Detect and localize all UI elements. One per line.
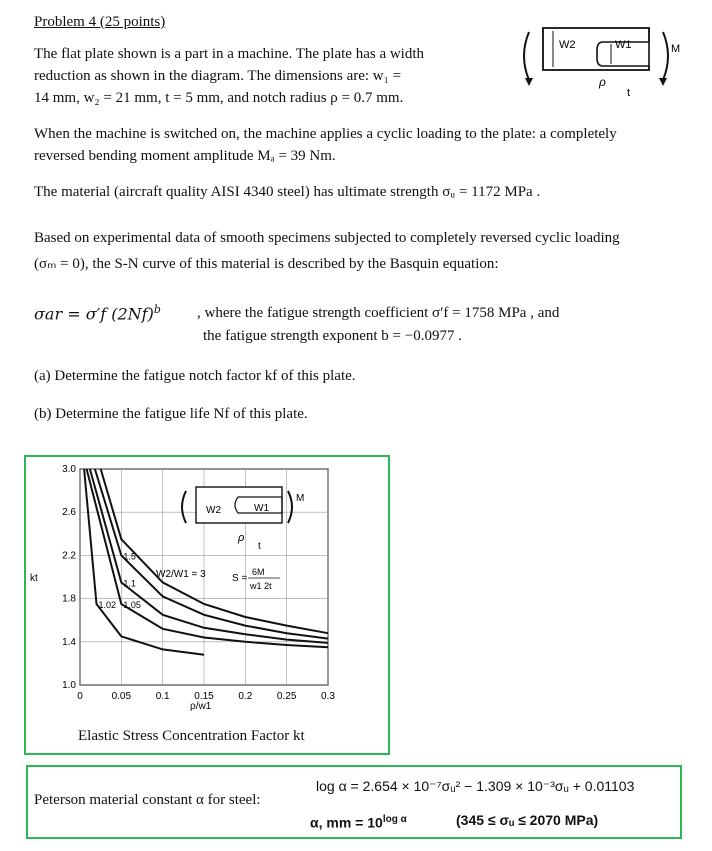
- paragraph-1-line-2: reduction as shown in the diagram. The dimensions are: w₁ =: [34, 68, 402, 84]
- inset-rho-label: ρ: [238, 532, 245, 544]
- plate-diagram: [515, 22, 685, 104]
- paragraph-2-line-1: When the machine is switched on, the machine applies a cyclic loading to the plate: a completely: [34, 126, 617, 142]
- inset-w1-label: W1: [254, 503, 269, 514]
- problem-title: Problem 4 (25 points): [34, 14, 166, 30]
- inset-w2-label: W2: [206, 505, 221, 516]
- moment-label: M: [671, 43, 681, 55]
- x-tick-label: 0.1: [155, 691, 170, 702]
- inset-moment-label: M: [296, 493, 305, 504]
- peterson-eq-2: [310, 810, 407, 833]
- stress-denominator: w1 2t: [250, 581, 272, 591]
- x-tick-label: 0: [77, 691, 83, 702]
- stress-numerator: 6M: [252, 567, 265, 577]
- paragraph-1-line-3: 14 mm, w₂ = 21 mm, t = 5 mm, and notch radius ρ = 0.7 mm.: [34, 90, 404, 106]
- w1-label: W1: [615, 39, 632, 51]
- y-tick-label: 2.2: [62, 550, 76, 562]
- y-tick-label: 1.4: [62, 636, 76, 648]
- x-tick-label: 0.05: [111, 691, 132, 702]
- kt-chart: [26, 457, 386, 717]
- chart-caption: Elastic Stress Concentration Factor kt: [78, 728, 305, 744]
- basquin-exponent: b: [153, 303, 161, 316]
- peterson-label: Peterson material constant α for steel:: [34, 792, 261, 808]
- w2-label: W2: [559, 39, 576, 51]
- t-label: t: [627, 87, 631, 99]
- y-tick-label: 1.8: [62, 593, 76, 605]
- basquin-equation: [34, 303, 161, 323]
- chart-inset-diagram: [182, 487, 304, 552]
- x-tick-label: 0.2: [238, 691, 253, 702]
- inset-moment-right: [288, 491, 292, 523]
- series-label-4: 1.02: [98, 600, 117, 610]
- where-line-2: the fatigue strength exponent b = −0.0977 .: [203, 328, 462, 344]
- paragraph-4-line-1: Based on experimental data of smooth specimens subjected to completely reversed cyclic loading: [34, 230, 620, 246]
- basquin-main: σar = σ′f (2Nf): [34, 304, 154, 324]
- series-label-2: 1.1: [123, 578, 136, 589]
- where-line-1: , where the fatigue strength coefficient σ′f = 1758 MPa , and: [197, 305, 560, 321]
- y-tick-label: 1.0: [62, 680, 76, 691]
- inset-t-label: t: [258, 541, 261, 552]
- peterson-eq-2-exp: log α: [382, 814, 407, 825]
- moment-arrowhead-right: [659, 78, 667, 86]
- paragraph-1-line-1: The flat plate shown is a part in a machine. The plate has a width: [34, 46, 425, 62]
- rho-label: ρ: [599, 75, 606, 89]
- y-tick-label: 2.6: [62, 507, 76, 519]
- series-label-3: 1.05: [123, 600, 141, 610]
- ratio-annotation: W2/W1 = 3: [156, 569, 206, 580]
- paragraph-4-line-2: (σₘ = 0), the S-N curve of this material is described by the Basquin equation:: [34, 256, 499, 272]
- y-axis-label: kt: [30, 573, 38, 584]
- moment-arrow-left: [524, 32, 529, 80]
- paragraph-3: The material (aircraft quality AISI 4340 steel) has ultimate strength σᵤ = 1172 MPa .: [34, 184, 541, 200]
- paragraph-2-line-2: reversed bending moment amplitude Mₐ = 39 Nm.: [34, 148, 336, 164]
- stress-eq-label: S =: [232, 573, 248, 584]
- moment-arrowhead-left: [525, 78, 533, 86]
- x-tick-label: 0.3: [321, 691, 335, 702]
- question-a: (a) Determine the fatigue notch factor kf of this plate.: [34, 368, 356, 384]
- peterson-range: (345 ≤ σᵤ ≤ 2070 MPa): [456, 812, 599, 828]
- inset-moment-left: [182, 491, 186, 523]
- peterson-eq-1: log α = 2.654 × 10⁻⁷σᵤ² − 1.309 × 10⁻³σᵤ + 0.01103: [316, 778, 635, 794]
- y-tick-label: 3.0: [62, 464, 76, 475]
- x-tick-label: 0.15: [194, 691, 214, 702]
- peterson-eq-2-base: α, mm = 10: [310, 814, 383, 831]
- x-tick-label: 0.25: [276, 691, 297, 702]
- moment-arrow-right: [663, 32, 668, 80]
- x-axis-label: ρ/w1: [190, 701, 212, 712]
- series-label-1: 1.5: [123, 551, 136, 562]
- question-b: (b) Determine the fatigue life Nf of this plate.: [34, 406, 308, 422]
